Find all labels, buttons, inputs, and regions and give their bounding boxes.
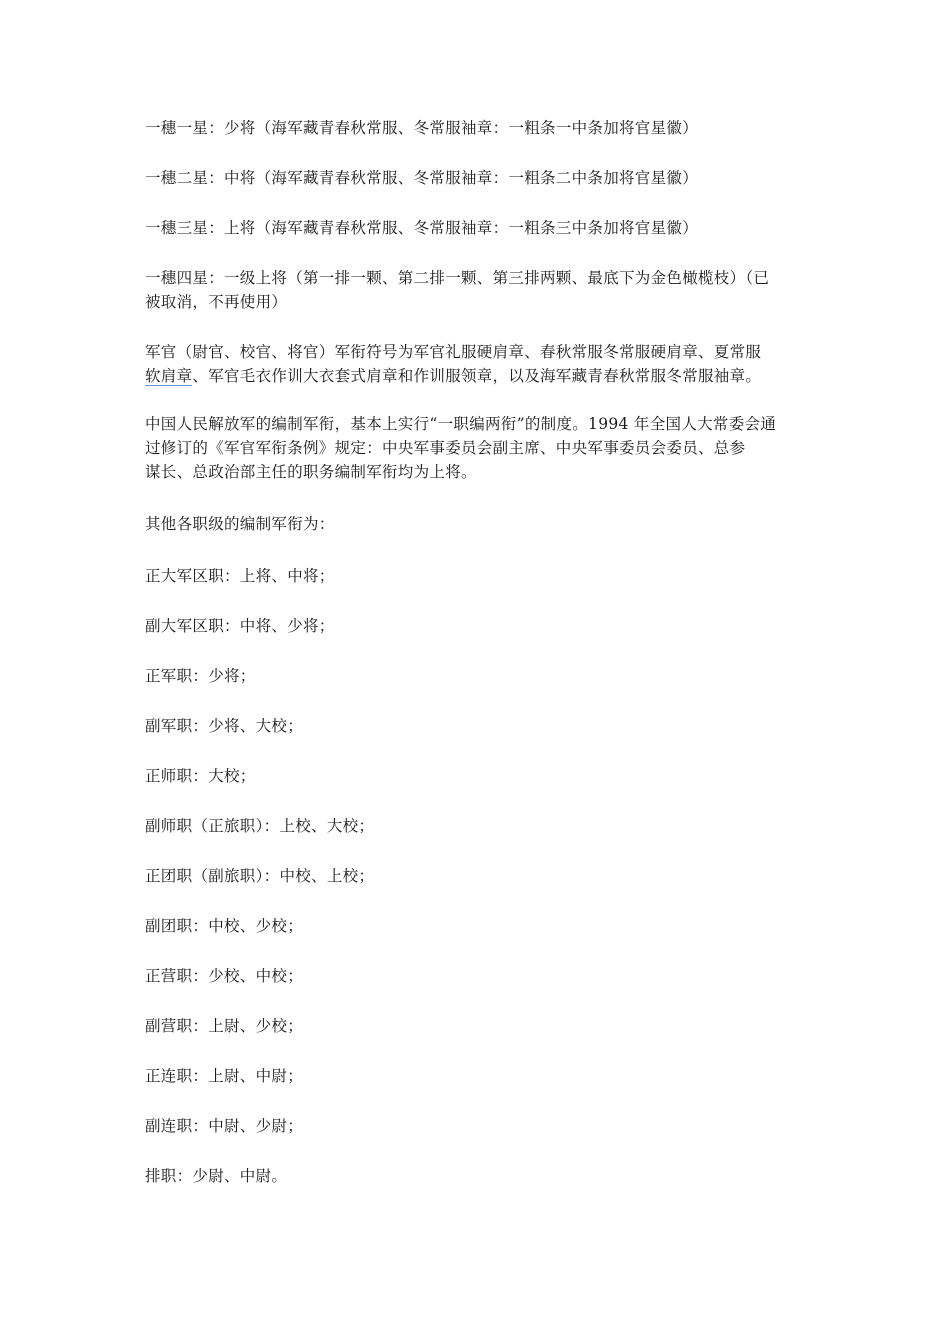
text-line: 副大军区职：中将、少将； [145, 617, 335, 635]
list-item [145, 864, 810, 888]
text-line: 军官（尉官、校官、将官）军衔符号为军官礼服硬肩章、春秋常服冬常服硬肩章、夏常服 [145, 343, 762, 361]
list-item [145, 914, 810, 938]
paragraph-rank-4-star [145, 266, 810, 314]
text-line: 副团职：中校、少校； [145, 917, 304, 935]
list-item [145, 964, 810, 988]
text-line: 副军职：少将、大校； [145, 717, 304, 735]
text-line-rest: 、军官毛衣作训大衣套式肩章和作训服领章，以及海军藏青春秋常服冬常服袖章。 [192, 367, 762, 385]
text-line: 副营职：上尉、少校； [145, 1017, 304, 1035]
text-line: 一穗二星：中将（海军藏青春秋常服、冬常服袖章：一粗条二中条加将官星徽） [145, 169, 699, 187]
text-line: 一穗四星：一级上将（第一排一颗、第二排一颗、第三排两颗、最底下为金色橄榄枝）（已 [145, 269, 770, 287]
list-item [145, 1064, 810, 1088]
text-line: 被取消，不再使用） [145, 293, 288, 311]
list-item [145, 1014, 810, 1038]
list-item [145, 814, 810, 838]
text-line: 正营职：少校、中校； [145, 967, 304, 985]
list-item [145, 664, 810, 688]
paragraph-insignia [145, 340, 810, 388]
text-line: 正团职（副旅职）：中校、上校； [145, 867, 375, 885]
text-line: 中国人民解放军的编制军衔，基本上实行“一职编两衔”的制度。1994 年全国人大常委会通 [145, 415, 777, 433]
list-item [145, 614, 810, 638]
text-line: 排职：少尉、中尉。 [145, 1167, 288, 1185]
list-item [145, 764, 810, 788]
text-line: 正大军区职：上将、中将； [145, 567, 335, 585]
list-item [145, 1114, 810, 1138]
text-line: 一穗三星：上将（海军藏青春秋常服、冬常服袖章：一粗条三中条加将官星徽） [145, 219, 699, 237]
text-line: 过修订的《军官军衔条例》规定：中央军事委员会副主席、中央军事委员会委员、总参 [145, 439, 746, 457]
list-item [145, 564, 810, 588]
paragraph-rank-system [145, 412, 810, 484]
list-item [145, 1164, 810, 1188]
paragraph-rank-2-star [145, 166, 810, 190]
text-line: 副师职（正旅职）：上校、大校； [145, 817, 375, 835]
text-line: 正连职：上尉、中尉； [145, 1067, 304, 1085]
text-line: 副连职：中尉、少尉； [145, 1117, 304, 1135]
list-item [145, 714, 810, 738]
paragraph-intro-list [145, 512, 810, 536]
text-line: 谋长、总政治部主任的职务编制军衔均为上将。 [145, 463, 477, 481]
text-line: 一穗一星：少将（海军藏青春秋常服、冬常服袖章：一粗条一中条加将官星徽） [145, 119, 699, 137]
soft-epaulette-link[interactable]: 软肩章 [145, 367, 193, 385]
paragraph-rank-3-star [145, 216, 810, 240]
text-line: 正军职：少将； [145, 667, 256, 685]
text-line: 正师职：大校； [145, 767, 256, 785]
text-line [145, 364, 810, 388]
text-line: 其他各职级的编制军衔为： [145, 515, 335, 533]
paragraph-rank-1-star [145, 116, 810, 140]
